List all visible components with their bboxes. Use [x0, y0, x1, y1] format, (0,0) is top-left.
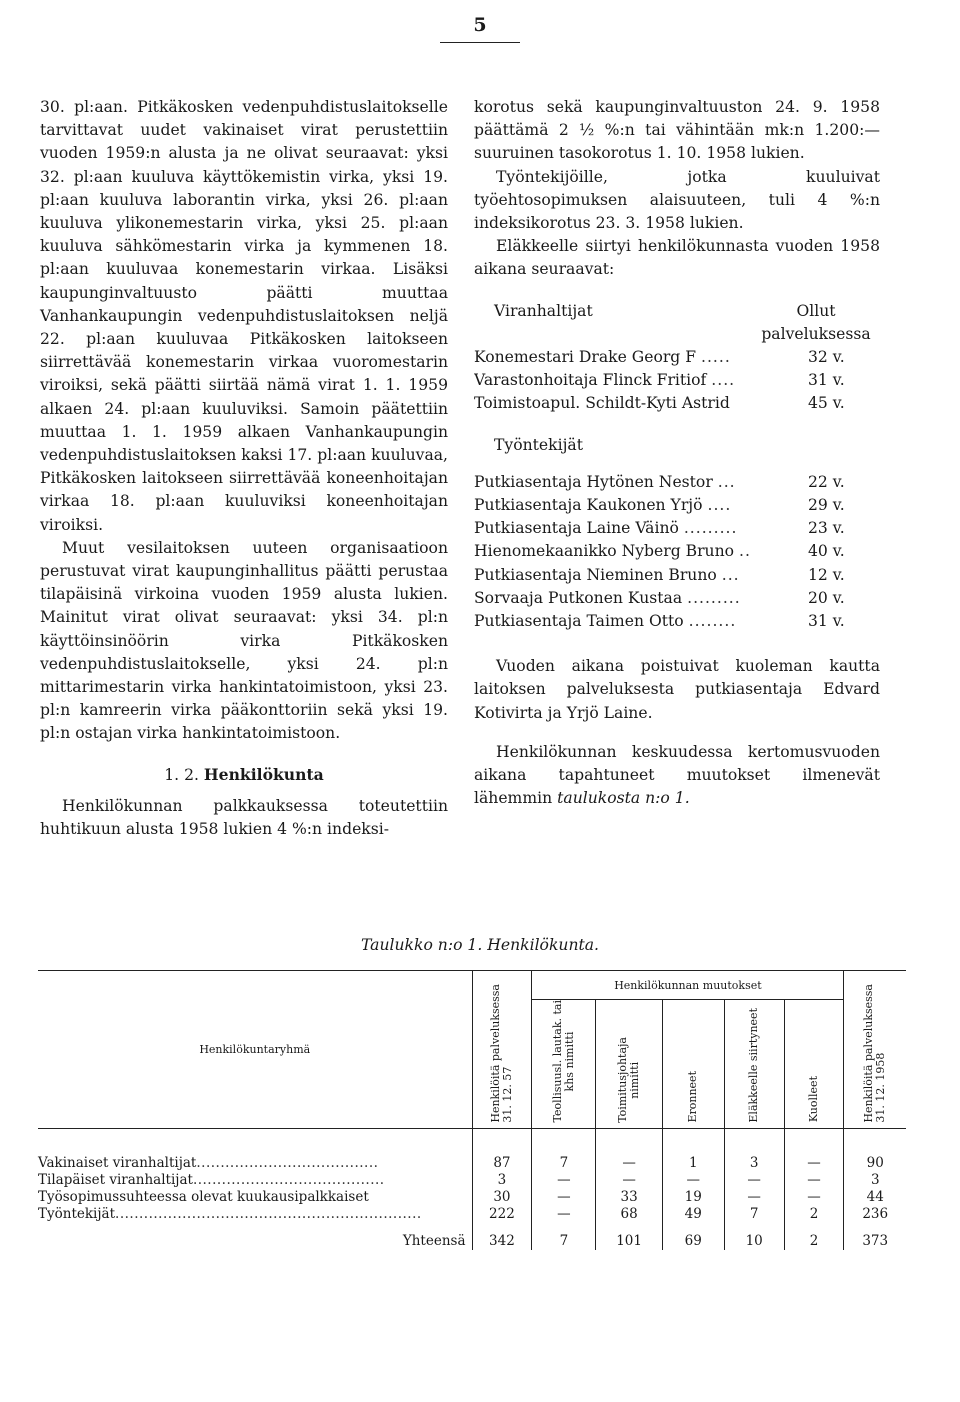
paragraph-text: Henkilökunnan keskuudessa kertomusvuoden aikana tapahtuneet muutokset ilmenevät lähemmin — [474, 742, 880, 808]
column-header-before: Henkilöitä palveluksessa 31. 12. 57 — [472, 971, 532, 1129]
total-cell: 10 — [724, 1223, 784, 1250]
list-item — [474, 392, 880, 415]
list-item — [474, 517, 880, 540]
retiree-name: Putkiasentaja Kaukonen Yrjö — [474, 496, 703, 515]
right-paragraph-4: Vuoden aikana poistuivat kuoleman kautta laitoksen palveluksesta putkiasentaja Edvard Kotivirta ja Yrjö Laine. — [474, 657, 880, 722]
leader-dots: ................................................................ — [115, 1206, 422, 1223]
retiree-name: Putkiasentaja Nieminen Bruno — [474, 565, 717, 584]
retiree-years: 40 v. — [808, 542, 845, 561]
column-header-appointed-director: Toimitusjohtaja nimitti — [596, 1000, 662, 1129]
changes-group-header: Henkilökunnan muutokset — [532, 971, 844, 1000]
list-item — [474, 610, 880, 633]
table-cell: — — [532, 1206, 596, 1223]
leader-dots: ......... — [687, 588, 741, 607]
right-column — [474, 96, 880, 810]
leader-dots: ......... — [683, 519, 738, 538]
total-cell: 7 — [532, 1223, 596, 1250]
total-cell: 101 — [596, 1223, 662, 1250]
table-cell: — — [596, 1155, 662, 1172]
retiree-name: Sorvaaja Putkonen Kustaa — [474, 588, 683, 607]
section-title: Henkilökunta — [203, 764, 324, 784]
table-reference: taulukosta n:o 1. — [557, 789, 690, 808]
total-cell: 69 — [662, 1223, 724, 1250]
column-header-resigned: Eronneet — [662, 1000, 724, 1129]
table-row — [38, 1172, 906, 1189]
retiree-years: 20 v. — [808, 588, 845, 607]
list-item — [474, 494, 880, 517]
list-item — [474, 369, 880, 392]
table-cell: 7 — [532, 1155, 596, 1172]
left-paragraph-1: 30. pl:aan. Pitkäkosken vedenpuhdistuslaitokselle tarvittavat uudet vakinaiset virat perustettiin vuoden 1959:n alusta ja ne olivat seuraavat: yksi 32. pl:aan kuuluva käyttökemistin virka, yksi 19. pl:aan kuuluva laborantin virka, yksi 26. pl:aan kuuluva ylikonemestarin virka, yksi 25. pl:aan kuuluva sähkömestarin virka ja kymmenen 18. pl:aan kuuluvaa konemestarin virkaa. Lisäksi kaupunginvaltuusto päätti muuttaa Vanhankaupungin vedenpuhdistuslaitoksen neljä 22. pl:aan kuuluvaa Pitkäkosken laitokseen siirrettävää konemestarin virkaa vuoromestarin viroiksi, sekä päätti siirtää nämä virat 1. 1. 1959 alkaen 24. pl:aan kuuluviksi. Samoin päätettiin muuttaa 1. 1. 1959 alkaen Vanhankaupungin vedenpuhdistuslaitoksen kaksi 17. pl:aan kuuluvaa, Pitkäkosken laitokseen siirrettävää koneenhoitajan virkaa 18. pl:aan kuuluviksi koneenhoitajan viroiksi. — [40, 98, 448, 534]
table-row — [38, 1189, 906, 1206]
list-item — [474, 540, 880, 563]
table-cell: — — [784, 1189, 844, 1206]
table-cell: — — [784, 1172, 844, 1189]
retiree-name: Putkiasentaja Hytönen Nestor — [474, 472, 713, 491]
retiree-years: 29 v. — [808, 496, 845, 515]
retiree-years: 31 v. — [808, 612, 845, 631]
retiree-years: 22 v. — [808, 472, 845, 491]
table-cell: — — [662, 1172, 724, 1189]
retiree-years: 12 v. — [808, 565, 845, 584]
column-header-after: Henkilöitä palveluksessa 31. 12. 1958 — [844, 971, 906, 1129]
leader-dots: ... — [717, 472, 736, 491]
right-paragraph-5 — [474, 741, 880, 811]
section-number: 1. 2. — [164, 765, 199, 784]
right-paragraph-3: Eläkkeelle siirtyi henkilökunnasta vuoden 1958 aikana seuraavat: — [474, 237, 880, 279]
list-item — [474, 346, 880, 369]
total-cell: 342 — [472, 1223, 532, 1250]
table-cell: — — [724, 1172, 784, 1189]
retiree-years: 31 v. — [808, 371, 845, 390]
total-cell: 373 — [844, 1223, 906, 1250]
page-number-rule — [440, 42, 520, 43]
table-total-row — [38, 1223, 906, 1250]
table-cell: — — [596, 1172, 662, 1189]
leader-dots: ........ — [688, 612, 737, 631]
table-cell: 68 — [596, 1206, 662, 1223]
leader-dots: ...................................... — [196, 1155, 379, 1172]
table-cell: 3 — [844, 1172, 906, 1189]
retirees-header — [474, 300, 880, 346]
leader-dots: .. — [739, 542, 751, 561]
workers-list — [474, 471, 880, 633]
table-cell: 3 — [724, 1155, 784, 1172]
retiree-name: Hienomekaanikko Nyberg Bruno — [474, 542, 735, 561]
table-cell: 236 — [844, 1206, 906, 1223]
leader-dots: .... — [711, 371, 736, 390]
total-cell: 2 — [784, 1223, 844, 1250]
row-label: Vakinaiset viranhaltijat — [38, 1155, 197, 1172]
retiree-name: Putkiasentaja Laine Väinö — [474, 519, 679, 538]
workers-heading: Työntekijät — [494, 435, 583, 454]
section-heading — [40, 763, 448, 787]
leader-dots: ... — [721, 565, 740, 584]
row-label: Työntekijät — [38, 1206, 116, 1223]
retiree-years: 23 v. — [808, 519, 845, 538]
row-label: Työsopimussuhteessa olevat kuukausipalkkaiset — [38, 1189, 369, 1206]
table-cell: 49 — [662, 1206, 724, 1223]
table-row — [38, 1155, 906, 1172]
left-column — [40, 96, 448, 841]
leader-dots: .... — [707, 496, 732, 515]
retiree-name: Varastonhoitaja Flinck Fritiof — [474, 371, 707, 390]
column-header-appointed-board: Teollisuusl. lautak. tai khs nimitti — [532, 1000, 596, 1129]
table-cell: 222 — [472, 1206, 532, 1223]
table-cell: 33 — [596, 1189, 662, 1206]
retiree-name: Konemestari Drake Georg F — [474, 348, 697, 367]
table-row — [38, 1206, 906, 1223]
retiree-years: 32 v. — [808, 348, 845, 367]
left-paragraph-2: Muut vesilaitoksen uuteen organisaatioon perustuvat virat kaupunginhallitus päätti perustaa tilapäisinä virkoina vuoden 1959 alusta lukien. Mainitut virat olivat seuraavat: yksi 34. pl:n käyttöinsinöörin virka Pitkäkosken vedenpuhdistuslaitokselle, yksi 24. pl:n mittarimestarin virka hankintatoimistoon, yksi 23. pl:n kamreerin virka pääkonttoriin sekä yksi 19. pl:n ostajan virka hankintatoimistoon. — [40, 538, 448, 743]
table-cell: 90 — [844, 1155, 906, 1172]
row-label: Tilapäiset viranhaltijat — [38, 1172, 193, 1189]
column-header-deceased: Kuolleet — [784, 1000, 844, 1129]
officials-heading: Viranhaltijat — [494, 301, 593, 320]
page-number: 5 — [473, 14, 487, 36]
table-cell: — — [532, 1172, 596, 1189]
left-paragraph-3: Henkilökunnan palkkauksessa toteutettiin huhtikuun alusta 1958 lukien 4 %:n indeksi- — [40, 796, 448, 839]
table-cell: 7 — [724, 1206, 784, 1223]
table-cell: 87 — [472, 1155, 532, 1172]
group-column-header: Henkilökuntaryhmä — [38, 971, 472, 1129]
table-cell: — — [532, 1189, 596, 1206]
table-cell: — — [784, 1155, 844, 1172]
table-cell: — — [724, 1189, 784, 1206]
table-cell: 44 — [844, 1189, 906, 1206]
total-label: Yhteensä — [402, 1233, 466, 1250]
service-heading: Ollut palveluksessa — [761, 301, 871, 343]
right-paragraph-2: Työntekijöille, jotka kuuluivat työehtosopimuksen alaisuuteen, tuli 4 %:n indeksikorotus 23. 3. 1958 lukien. — [474, 167, 880, 233]
right-paragraph-1: korotus sekä kaupunginvaltuuston 24. 9. 1958 päättämä 2 ½ %:n tai vähintään mk:n 1.200:— suuruinen tasokorotus 1. 10. 1958 lukien. — [474, 98, 880, 163]
table-cell: 1 — [662, 1155, 724, 1172]
column-header-retired: Eläkkeelle siirtyneet — [724, 1000, 784, 1129]
table-cell: 30 — [472, 1189, 532, 1206]
list-item — [474, 471, 880, 494]
leader-dots: ..... — [701, 348, 731, 367]
retiree-name: Putkiasentaja Taimen Otto — [474, 612, 684, 631]
list-item — [474, 564, 880, 587]
retiree-name: Toimistoapul. Schildt-Kyti Astrid — [474, 394, 730, 413]
leader-dots: ........................................ — [192, 1172, 385, 1189]
table-cell: 2 — [784, 1206, 844, 1223]
officials-list — [474, 346, 880, 416]
staff-table — [38, 970, 906, 1250]
table-caption: Taulukko n:o 1. Henkilökunta. — [360, 936, 600, 954]
retiree-years: 45 v. — [808, 394, 845, 413]
table-cell: 3 — [472, 1172, 532, 1189]
table-cell: 19 — [662, 1189, 724, 1206]
list-item — [474, 587, 880, 610]
